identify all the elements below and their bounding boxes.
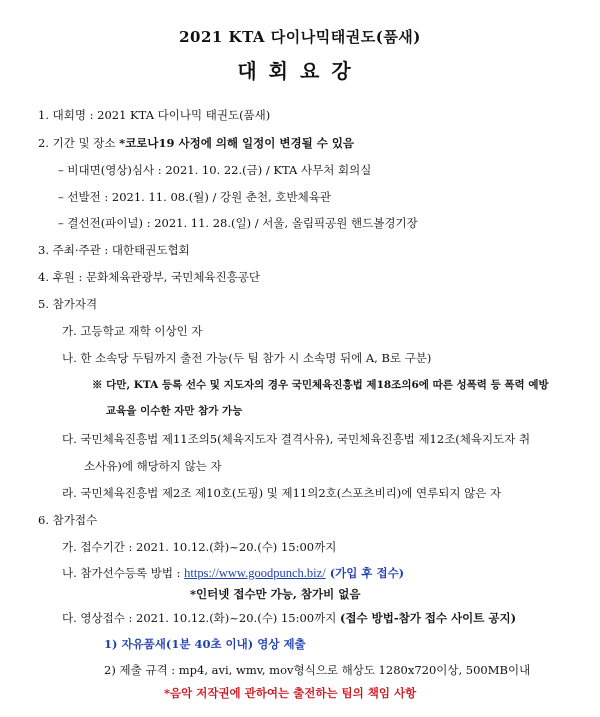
registration-link[interactable]: https://www.goodpunch.biz/ [184,566,326,580]
online-only-note: *인터넷 접수만 가능, 참가비 없음 [190,587,361,601]
document-title: 2021 KTA 다이나믹태권도(품새) [179,28,421,46]
covid-notice: *코로나19 사정에 의해 일정이 변경될 수 있음 [119,136,355,150]
schedule-final: – 결선전(파이널) : 2021. 11. 28.(일) / 서울, 올림픽공원 핸드볼경기장 [58,216,418,230]
item-sponsor: 4. 후원 : 문화체육관광부, 국민체육진흥공단 [38,270,260,284]
video-spec: 2) 제출 규격 : mp4, avi, wmv, mov형식으로 해상도 1280x720이상, 500MB이내 [104,663,531,677]
eligibility-a: 가. 고등학교 재학 이상인 자 [62,324,203,338]
registration-method [62,566,404,581]
music-copyright-note: *음악 저작권에 관하여는 출전하는 팀의 책임 사항 [164,686,417,700]
eligibility-note-2: 교육을 이수한 자만 참가 가능 [106,405,243,417]
item-eligibility: 5. 참가자격 [38,297,98,311]
video-freestyle: 1) 자유품새(1분 40초 이내) 영상 제출 [104,637,306,651]
eligibility-c-1: 다. 국민체육진흥법 제11조의5(체육지도자 결격사유), 국민체육진흥법 제12조(체육지도자 취 [62,432,531,446]
registration-period: 가. 접수기간 : 2021. 10.12.(화)~20.(수) 15:00까지 [62,540,337,554]
video-submission-method: (접수 방법-참가 접수 사이트 공지) [339,611,517,625]
eligibility-d: 라. 국민체육진흥법 제2조 제10호(도핑) 및 제11의2호(스포츠비리)에 연루되지 않은 자 [62,486,502,500]
registration-join-note: (가입 후 접수) [325,566,405,580]
video-submission-period: 다. 영상접수 : 2021. 10.12.(화)~20.(수) 15:00까지 [62,611,340,625]
item-period-place [38,136,354,151]
eligibility-b: 나. 한 소속당 두팀까지 출전 가능(두 팀 참가 시 소속명 뒤에 A, B로 구분) [62,351,432,365]
item-registration: 6. 참가접수 [38,513,98,527]
eligibility-note-1: ※ 다만, KTA 등록 선수 및 지도자의 경우 국민체육진흥법 제18조의6에 따른 성폭력 등 폭력 예방 [92,379,549,391]
schedule-qualifier: – 선발전 : 2021. 11. 08.(월) / 강원 춘천, 호반체육관 [58,190,331,204]
registration-method-label: 나. 참가선수등록 방법 : [62,566,185,580]
schedule-online: – 비대면(영상)심사 : 2021. 10. 22.(금) / KTA 사무처 회의실 [58,163,372,177]
video-submission [62,611,516,626]
document-subtitle: 대회요강 [237,59,363,83]
item-event-name: 1. 대회명 : 2021 KTA 다이나믹 태권도(품새) [38,108,271,122]
item-host: 3. 주최·주관 : 대한태권도협회 [38,243,190,257]
period-label: 2. 기간 및 장소 [38,136,120,150]
eligibility-c-2: 소사유)에 해당하지 않는 자 [84,459,222,473]
